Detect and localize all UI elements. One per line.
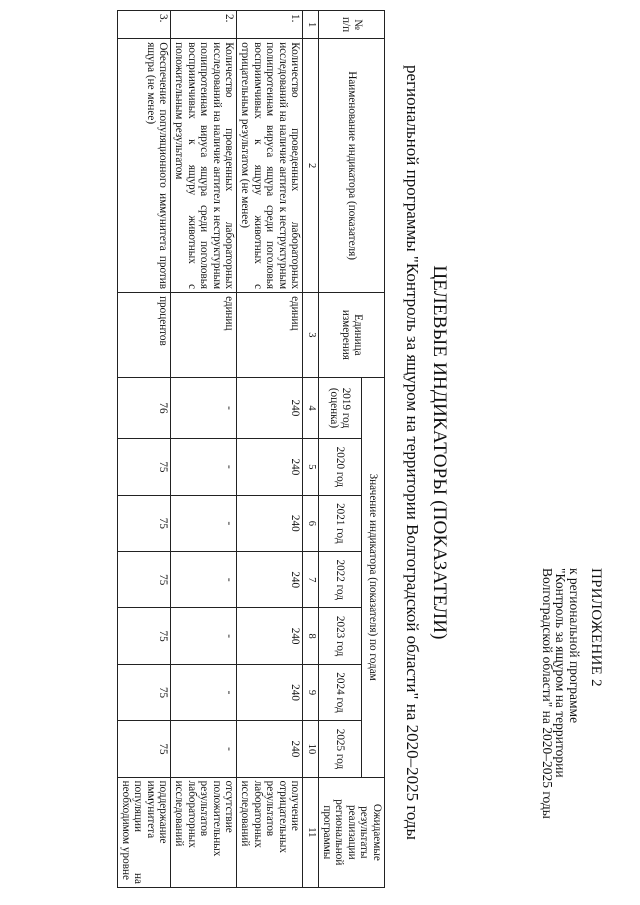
row-value: 75 bbox=[118, 664, 171, 720]
row-unit: единиц bbox=[237, 293, 303, 378]
header-num: № п/п bbox=[319, 11, 385, 39]
row-value: 240 bbox=[237, 377, 303, 439]
appendix-line-1: к региональной программе bbox=[567, 568, 582, 724]
header-year: 2022 год bbox=[319, 552, 361, 608]
header-year: 2021 год bbox=[319, 495, 361, 551]
table-header-row bbox=[361, 11, 384, 888]
row-expected: отсутствие положительных результатов лабораторных исследований bbox=[171, 777, 237, 887]
row-value: - bbox=[171, 721, 237, 777]
row-name: Количество проведенных лабораторных исследований на наличие антител к неструктурным полипротеинам вируса ящура среди поголовья восприимчивых к ящуру животных с отрицательным результатом (не менее) bbox=[237, 39, 303, 293]
row-expected: получение отрицательных результатов лабораторных исследований bbox=[237, 777, 303, 887]
column-number: 5 bbox=[303, 439, 319, 495]
row-value: 240 bbox=[237, 608, 303, 664]
row-value: 240 bbox=[237, 721, 303, 777]
row-value: 240 bbox=[237, 664, 303, 720]
row-num: 3. bbox=[118, 11, 171, 39]
header-values-group: Значение индикатора (показателя) по годам bbox=[361, 377, 384, 777]
header-year: 2024 год bbox=[319, 664, 361, 720]
column-number: 9 bbox=[303, 664, 319, 720]
column-number: 1 bbox=[303, 11, 319, 39]
row-value: 75 bbox=[118, 552, 171, 608]
column-number: 7 bbox=[303, 552, 319, 608]
row-value: 75 bbox=[118, 439, 171, 495]
header-unit: Единица измерения bbox=[319, 293, 385, 378]
column-number: 3 bbox=[303, 293, 319, 378]
row-num: 2. bbox=[171, 11, 237, 39]
row-value: - bbox=[171, 552, 237, 608]
header-year: 2020 год bbox=[319, 439, 361, 495]
row-value: 240 bbox=[237, 552, 303, 608]
row-value: 240 bbox=[237, 495, 303, 551]
header-year: 2023 год bbox=[319, 608, 361, 664]
row-value: - bbox=[171, 377, 237, 439]
appendix-title: ПРИЛОЖЕНИЕ 2 bbox=[588, 568, 604, 687]
row-value: 76 bbox=[118, 377, 171, 439]
header-expected: Ожидаемые результаты реализации региональной программы bbox=[319, 777, 385, 887]
document-subtitle: региональной программы "Контроль за ящуром на территории Волгоградской области" на 2020–2025 годы bbox=[403, 65, 422, 840]
column-number-row bbox=[303, 11, 319, 888]
row-value: - bbox=[171, 664, 237, 720]
row-value: 75 bbox=[118, 495, 171, 551]
row-value: - bbox=[171, 439, 237, 495]
row-value: 240 bbox=[237, 439, 303, 495]
header-year: 2025 год bbox=[319, 721, 361, 777]
row-value: 75 bbox=[118, 608, 171, 664]
header-year: 2019 год (оценка) bbox=[319, 377, 361, 439]
column-number: 2 bbox=[303, 39, 319, 293]
table-row bbox=[237, 11, 303, 888]
column-number: 6 bbox=[303, 495, 319, 551]
row-unit: единиц bbox=[171, 293, 237, 378]
column-number: 8 bbox=[303, 608, 319, 664]
row-expected: поддержание иммунитета популяции на необходимом уровне bbox=[118, 777, 171, 887]
row-unit: процентов bbox=[118, 293, 171, 378]
appendix-line-2: "Контроль за ящуром на территории bbox=[553, 568, 569, 778]
appendix-block bbox=[541, 568, 605, 888]
column-number: 4 bbox=[303, 377, 319, 439]
table-row bbox=[171, 11, 237, 888]
appendix-line-3: Волгоградской области" на 2020–2025 годы bbox=[540, 568, 555, 819]
column-number: 11 bbox=[303, 777, 319, 887]
row-value: 75 bbox=[118, 721, 171, 777]
indicators-table bbox=[117, 10, 385, 888]
header-name: Наименование индикатора (показателя) bbox=[319, 39, 385, 293]
table-row bbox=[118, 11, 171, 888]
row-num: 1. bbox=[237, 11, 303, 39]
row-value: - bbox=[171, 608, 237, 664]
row-name: Обеспечение популяционного иммунитета против ящура (не менее) bbox=[118, 39, 171, 293]
row-name: Количество проведенных лабораторных исследований на наличие антител к неструктурным полипротеинам вируса ящура среди поголовья восприимчивых к ящуру животных с положительным результатом bbox=[171, 39, 237, 293]
document-title: ЦЕЛЕВЫЕ ИНДИКАТОРЫ (ПОКАЗАТЕЛИ) bbox=[429, 265, 450, 640]
row-value: - bbox=[171, 495, 237, 551]
column-number: 10 bbox=[303, 721, 319, 777]
